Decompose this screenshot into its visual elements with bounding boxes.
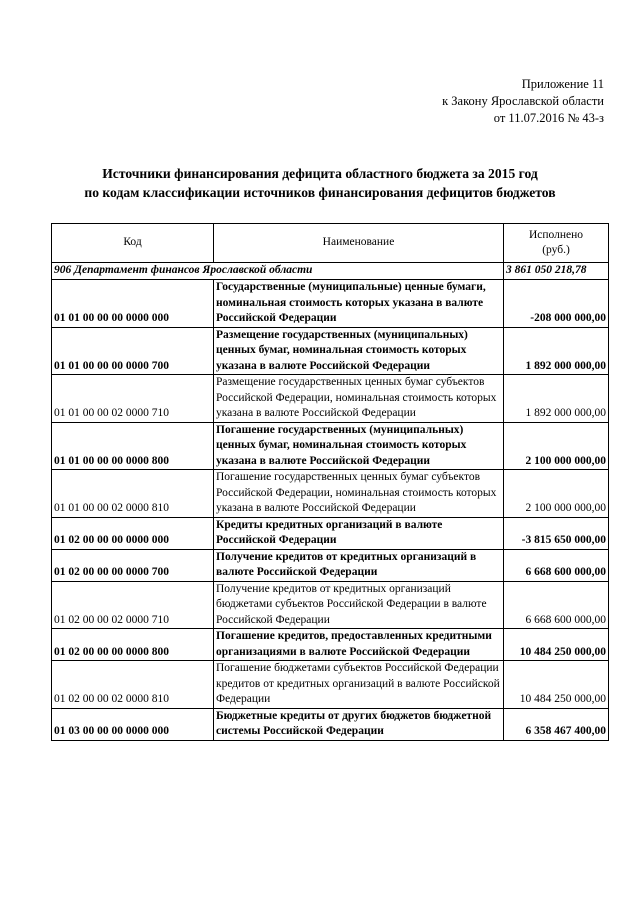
appendix-date: от 11.07.2016 № 43-з: [493, 111, 604, 125]
table-row: [52, 517, 609, 549]
table-row: [52, 629, 609, 661]
table-row: [52, 375, 609, 423]
row-code: 01 01 00 00 00 0000 700: [52, 327, 214, 375]
row-sum: 1 892 000 000,00: [504, 375, 609, 423]
appendix-law: к Закону Ярославской области: [442, 94, 604, 108]
table-row: [52, 549, 609, 581]
table-row: [52, 661, 609, 709]
row-name: Погашение государственных (муниципальных) ценных бумаг, номинальная стоимость которых указана в валюте Российской Федерации: [214, 422, 504, 470]
row-code: 01 01 00 00 02 0000 710: [52, 375, 214, 423]
financing-sources-table: [51, 223, 609, 741]
row-name: Получение кредитов от кредитных организаций в валюте Российской Федерации: [214, 549, 504, 581]
table-row: [52, 422, 609, 470]
title-line-1: Источники финансирования дефицита областного бюджета за 2015 год: [102, 166, 538, 181]
row-name: Кредиты кредитных организаций в валюте Российской Федерации: [214, 517, 504, 549]
header-sum-line-2: (руб.): [542, 244, 570, 256]
table-row: [52, 327, 609, 375]
row-name: Размещение государственных (муниципальных) ценных бумаг, номинальная стоимость которых указана в валюте Российской Федерации: [214, 327, 504, 375]
row-code: 01 01 00 00 02 0000 810: [52, 470, 214, 518]
row-sum: 2 100 000 000,00: [504, 470, 609, 518]
row-code: 01 02 00 00 00 0000 700: [52, 549, 214, 581]
document-title: [0, 164, 640, 202]
row-sum: 6 668 600 000,00: [504, 549, 609, 581]
row-sum: -3 815 650 000,00: [504, 517, 609, 549]
department-name: 906 Департамент финансов Ярославской области: [52, 263, 214, 280]
row-sum: -208 000 000,00: [504, 280, 609, 328]
appendix-reference: [442, 76, 604, 127]
row-code: 01 02 00 00 00 0000 000: [52, 517, 214, 549]
row-sum: 6 668 600 000,00: [504, 581, 609, 629]
appendix-number: Приложение 11: [521, 77, 604, 91]
row-sum: 10 484 250 000,00: [504, 629, 609, 661]
row-name: Государственные (муниципальные) ценные бумаги, номинальная стоимость которых указана в валюте Российской Федерации: [214, 280, 504, 328]
row-name: Получение кредитов от кредитных организаций бюджетами субъектов Российской Федерации в валюте Российской Федерации: [214, 581, 504, 629]
header-sum-line-1: Исполнено: [528, 228, 584, 241]
department-sum: 3 861 050 218,78: [504, 263, 609, 280]
row-sum: 2 100 000 000,00: [504, 422, 609, 470]
table-header-row: [52, 224, 609, 263]
header-sum: [504, 224, 609, 263]
row-name: Размещение государственных ценных бумаг субъектов Российской Федерации, номинальная стоимость которых указана в валюте Российской Федерации: [214, 375, 504, 423]
row-name: Бюджетные кредиты от других бюджетов бюджетной системы Российской Федерации: [214, 708, 504, 740]
title-line-2: по кодам классификации источников финансирования дефицитов бюджетов: [84, 185, 556, 200]
table-row: [52, 581, 609, 629]
table-row: [52, 280, 609, 328]
row-code: 01 02 00 00 00 0000 800: [52, 629, 214, 661]
row-code: 01 01 00 00 00 0000 800: [52, 422, 214, 470]
header-name: Наименование: [214, 224, 504, 263]
row-name: Погашение бюджетами субъектов Российской Федерации кредитов от кредитных организаций в валюте Российской Федерации: [214, 661, 504, 709]
row-code: 01 03 00 00 00 0000 000: [52, 708, 214, 740]
header-code: Код: [52, 224, 214, 263]
row-sum: 6 358 467 400,00: [504, 708, 609, 740]
row-sum: 1 892 000 000,00: [504, 327, 609, 375]
row-code: 01 01 00 00 00 0000 000: [52, 280, 214, 328]
department-row: [52, 263, 609, 280]
table-row: [52, 708, 609, 740]
row-code: 01 02 00 00 02 0000 710: [52, 581, 214, 629]
row-name: Погашение кредитов, предоставленных кредитными организациями в валюте Российской Федерации: [214, 629, 504, 661]
row-sum: 10 484 250 000,00: [504, 661, 609, 709]
row-code: 01 02 00 00 02 0000 810: [52, 661, 214, 709]
row-name: Погашение государственных ценных бумаг субъектов Российской Федерации, номинальная стоимость которых указана в валюте Российской Федерации: [214, 470, 504, 518]
table-row: [52, 470, 609, 518]
